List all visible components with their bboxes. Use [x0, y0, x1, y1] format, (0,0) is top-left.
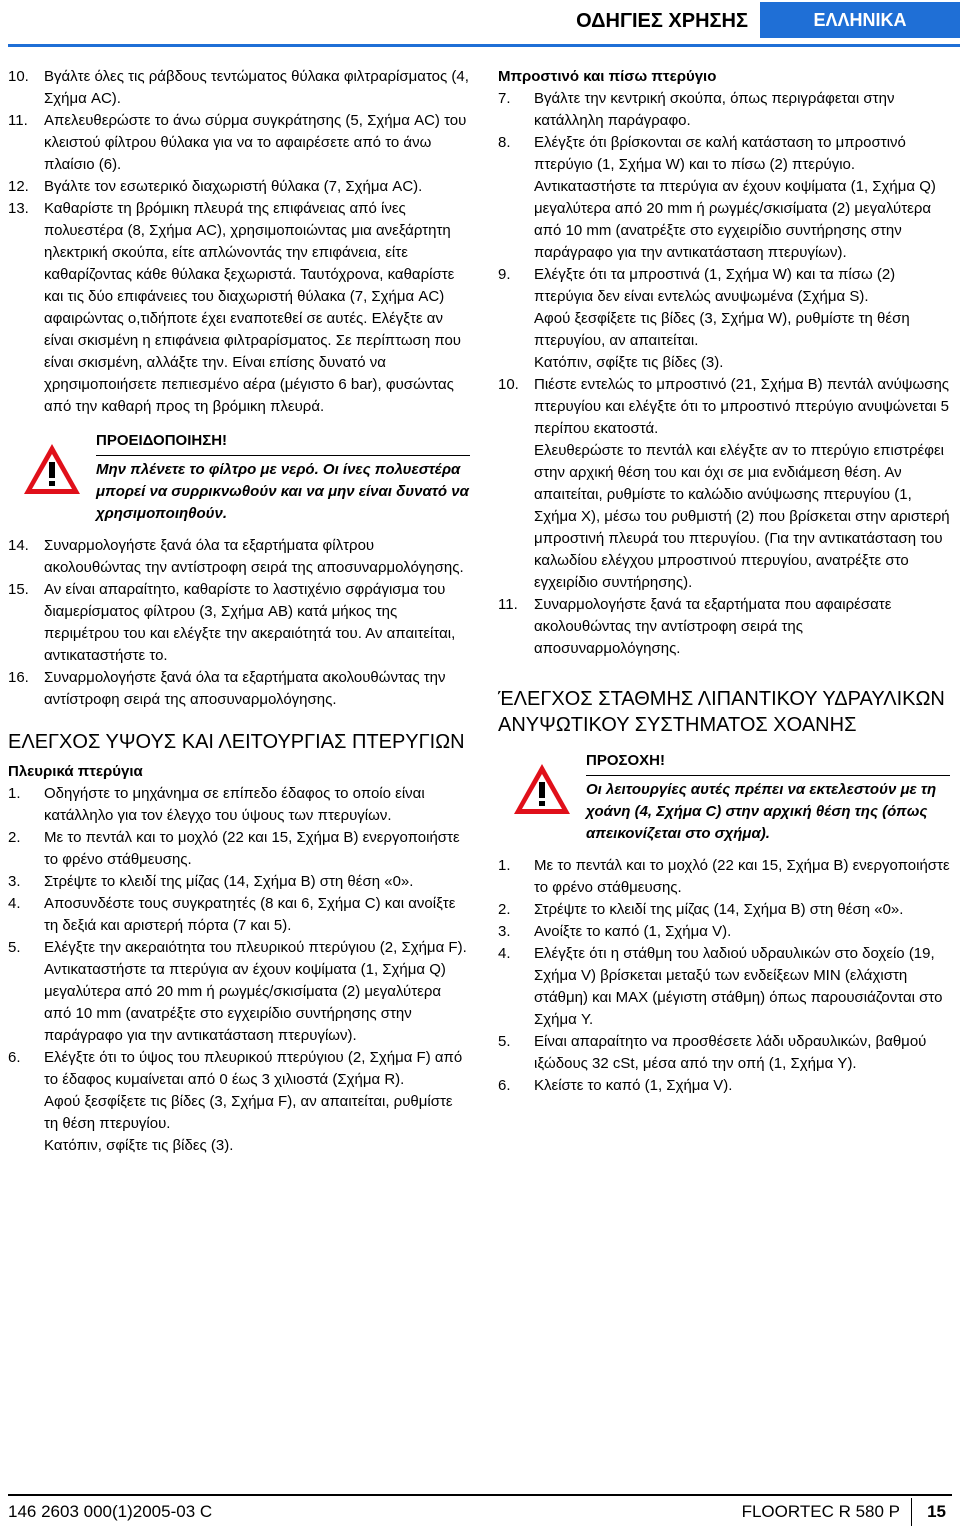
- list-item: 4. Αποσυνδέστε τους συγκρατητές (8 και 6, Σχήμα C) και ανοίξτε τη δεξιά και αριστερή πόρτα (7 και 5).: [8, 895, 456, 934]
- warning-box: [8, 430, 470, 525]
- warning-text: Οι λειτουργίες αυτές πρέπει να εκτελεστούν με τη χοάνη (4, Σχήμα C) στην αρχική θέση της (όπως απεικονίζεται στο σχήμα).: [586, 781, 937, 842]
- page-header: [0, 0, 960, 40]
- doc-code: 146 2603 000(1)2005-03 C: [8, 1502, 213, 1521]
- list-item: 7. Βγάλτε την κεντρική σκούπα, όπως περιγράφεται στην κατάλληλη παράγραφο.: [498, 90, 895, 129]
- list-item: 1. Με το πεντάλ και το μοχλό (22 και 15, Σχήμα B) ενεργοποιήστε το φρένο στάθμευσης.: [498, 857, 950, 896]
- footer-divider: [911, 1498, 913, 1526]
- list-item: 11. Συναρμολογήστε ξανά τα εξαρτήματα που αφαιρέσατε ακολουθώντας την αντίστροφη σειρά της αποσυναρμολόγησης.: [498, 596, 892, 657]
- list-item: 4. Ελέγξτε ότι η στάθμη του λαδιού υδραυλικών στο δοχείο (19, Σχήμα V) βρίσκεται μεταξύ των ενδείξεων MIN (ελάχιστη στάθμη) και MAX (μέγιστη στάθμη) όπως παρουσιάζονται στο Σχήμα Y.: [498, 945, 943, 1028]
- list-item: 6. Κλείστε το καπό (1, Σχήμα V).: [498, 1077, 733, 1094]
- warning-triangle-icon: [22, 442, 82, 496]
- list-item: 8. Ελέγξτε ότι βρίσκονται σε καλή κατάσταση το μπροστινό πτερύγιο (1, Σχήμα W) και το πίσω (2) πτερύγιο. Αντικαταστήστε τα πτερύγια αν έχουν κοψίματα (1, Σχήμα Q) μεγαλύτερα από 20 mm ή ρωγμές/σκισίματα (2) μεγαλύτερα από 10 mm (ανατρέξτε στο εγχειρίδιο συντήρησης στην παράγραφο για την αντικατάσταση πτερυγίων).: [498, 134, 936, 261]
- warning-title: ΠΡΟΣΟΧΗ!: [586, 750, 950, 776]
- page-footer: [8, 1498, 952, 1526]
- list-item: 15. Αν είναι απαραίτητο, καθαρίστε το λαστιχένιο σφράγισμα του διαμερίσματος φίλτρου (3, Σχήμα AB) κατά μήκος της περιμέτρου του και ελέγξτε την ακεραιότητά του. Αν απαιτείται, αντικαταστήστε το.: [8, 581, 456, 664]
- left-column: [8, 66, 470, 1157]
- warning-text: Μην πλένετε το φίλτρο με νερό. Οι ίνες πολυεστέρα μπορεί να συρρικνωθούν και να μην είναι δυνατό να χρησιμοποιηθούν.: [96, 461, 469, 522]
- warning-box: [498, 750, 950, 845]
- list-item: 3. Στρέψτε το κλειδί της μίζας (14, Σχήμα B) στη θέση «0».: [8, 873, 414, 890]
- list-item: 2. Στρέψτε το κλειδί της μίζας (14, Σχήμα B) στη θέση «0».: [498, 901, 904, 918]
- list-item: 9. Ελέγξτε ότι τα μπροστινά (1, Σχήμα W) και τα πίσω (2) πτερύγια δεν είναι εντελώς ανυψωμένα (Σχήμα S). Αφού ξεσφίξετε τις βίδες (3, Σχήμα W), ρυθμίστε τη θέση πτερυγίου, αν απαιτείται. Κατόπιν, σφίξτε τις βίδες (3).: [498, 266, 910, 371]
- list-item: 10. Βγάλτε όλες τις ράβδους τεντώματος θύλακα φιλτραρίσματος (4, Σχήμα AC).: [8, 68, 469, 107]
- header-rule: [8, 44, 960, 47]
- warning-title: ΠΡΟΕΙΔΟΠΟΙΗΣΗ!: [96, 430, 470, 456]
- language-tab: ΕΛΛΗΝΙΚΑ: [760, 2, 960, 38]
- list-item: 13. Καθαρίστε τη βρόμικη πλευρά της επιφάνειας από ίνες πολυεστέρα (8, Σχήμα AC), χρησιμοποιώντας μια ανεξάρτητη ηλεκτρική σκούπα, είτε απλώνοντάς την επιφάνεια, είτε καθαρίζοντας κάθε θύλακα ξεχωριστά. Ταυτόχρονα, καθαρίστε και τις δύο επιφάνειες του διαχωριστή θύλακα (7, Σχήμα AC) αφαιρώντας ο,τιδήποτε έχει εναποτεθεί σε αυτές. Ελέγξτε αν είναι σκισμένη η επιφάνεια φιλτραρίσματος. Σε περίπτωση που είναι σκισμένη, αλλάξτε την. Είναι επίσης δυνατό να χρησιμοποιήσετε πεπιεσμένο αέρα (μέγιστο 6 bar), φυσώντας από την καθαρή προς τη βρόμικη πλευρά.: [8, 200, 462, 415]
- list-item: 12. Βγάλτε τον εσωτερικό διαχωριστή θύλακα (7, Σχήμα AC).: [8, 178, 423, 195]
- front-rear-flap-steps-list: [498, 88, 950, 660]
- list-item: 6. Ελέγξτε ότι το ύψος του πλευρικού πτερύγιου (2, Σχήμα F) από το έδαφος κυμαίνεται από 0 έως 3 χιλιοστά (Σχήμα R). Αφού ξεσφίξετε τις βίδες (3, Σχήμα F), αν απαιτείται, ρυθμίστε τη θέση πτερυγίου. Κατόπιν, σφίξτε τις βίδες (3).: [8, 1049, 463, 1154]
- section-title: ΈΛΕΓΧΟΣ ΣΤΑΘΜΗΣ ΛΙΠΑΝΤΙΚΟΥ ΥΔΡΑΥΛΙΚΩΝ ΑΝΥΨΩΤΙΚΟΥ ΣΥΣΤΗΜΑΤΟΣ ΧΟΑΝΗΣ: [498, 688, 945, 736]
- list-item: 14. Συναρμολογήστε ξανά όλα τα εξαρτήματα φίλτρου ακολουθώντας την αντίστροφη σειρά της αποσυναρμολόγησης.: [8, 537, 464, 576]
- subsection-title: Μπροστινό και πίσω πτερύγιο: [498, 68, 717, 85]
- list-item: 11. Απελευθερώστε το άνω σύρμα συγκράτησης (5, Σχήμα AC) του κλειστού φίλτρου θύλακα για να το αφαιρέσετε από το άνω πλαίσιο (6).: [8, 112, 467, 173]
- right-column: [498, 66, 950, 1097]
- section-title: ΕΛΕΓΧΟΣ ΥΨΟΥΣ ΚΑΙ ΛΕΙΤΟΥΡΓΙΑΣ ΠΤΕΡΥΓΙΩΝ: [8, 731, 465, 753]
- reassembly-steps-list: [8, 535, 470, 711]
- list-item: 10. Πιέστε εντελώς το μπροστινό (21, Σχήμα B) πεντάλ ανύψωσης πτερυγίου και ελέγξτε ότι το μπροστινό πτερύγιο ανυψώνεται 5 περίπου εκατοστά. Ελευθερώστε το πεντάλ και ελέγξτε αν το πτερύγιο επιστρέφει στην αρχική θέση του και όχι σε μια ενδιάμεση θέση. Αν απαιτείται, ρυθμίστε το καλώδιο ανύψωσης πτερυγίου (1, Σχήμα X), μέσω του ρυθμιστή (2) που βρίσκεται στην αριστερή μπροστινή πλευρά του πτερυγίου. (Για την αντικατάσταση του καλωδίου ελέγχου μπροστινού πτερυγίου, ανατρέξτε στο εγχειρίδιο συντήρησης).: [498, 376, 950, 591]
- page-number: 15: [927, 1502, 946, 1521]
- list-item: 5. Ελέγξτε την ακεραιότητα του πλευρικού πτερύγιου (2, Σχήμα F). Αντικαταστήστε τα πτερύγια αν έχουν κοψίματα (1, Σχήμα Q) μεγαλύτερα από 20 mm ή ρωγμές/σκισίματα (2) μεγαλύτερα από 10 mm (ανατρέξτε στο εγχειρίδιο συντήρησης στην παράγραφο για την αντικατάσταση πτερυγίων).: [8, 939, 467, 1044]
- subsection-title: Πλευρικά πτερύγια: [8, 763, 143, 780]
- header-title: ΟΔΗΓΙΕΣ ΧΡΗΣΗΣ: [576, 10, 748, 32]
- model-name: FLOORTEC R 580 P: [741, 1502, 900, 1521]
- list-item: 2. Με το πεντάλ και το μοχλό (22 και 15, Σχήμα B) ενεργοποιήστε το φρένο στάθμευσης.: [8, 829, 460, 868]
- footer-rule: [8, 1494, 952, 1496]
- list-item: 3. Ανοίξτε το καπό (1, Σχήμα V).: [498, 923, 732, 940]
- filter-steps-list: [8, 66, 470, 418]
- list-item: 1. Οδηγήστε το μηχάνημα σε επίπεδο έδαφος το οποίο είναι κατάλληλο για τον έλεγχο του ύψους των πτερυγίων.: [8, 785, 425, 824]
- list-item: 16. Συναρμολογήστε ξανά όλα τα εξαρτήματα ακολουθώντας την αντίστροφη σειρά της αποσυναρμολόγησης.: [8, 669, 446, 708]
- list-item: 5. Είναι απαραίτητο να προσθέσετε λάδι υδραυλικών, βαθμού ιξώδους 32 cSt, μέσα από την οπή (1, Σχήμα Y).: [498, 1033, 927, 1072]
- hydraulic-steps-list: [498, 855, 950, 1097]
- warning-triangle-icon: [512, 762, 572, 816]
- side-flap-steps-list: [8, 783, 470, 1157]
